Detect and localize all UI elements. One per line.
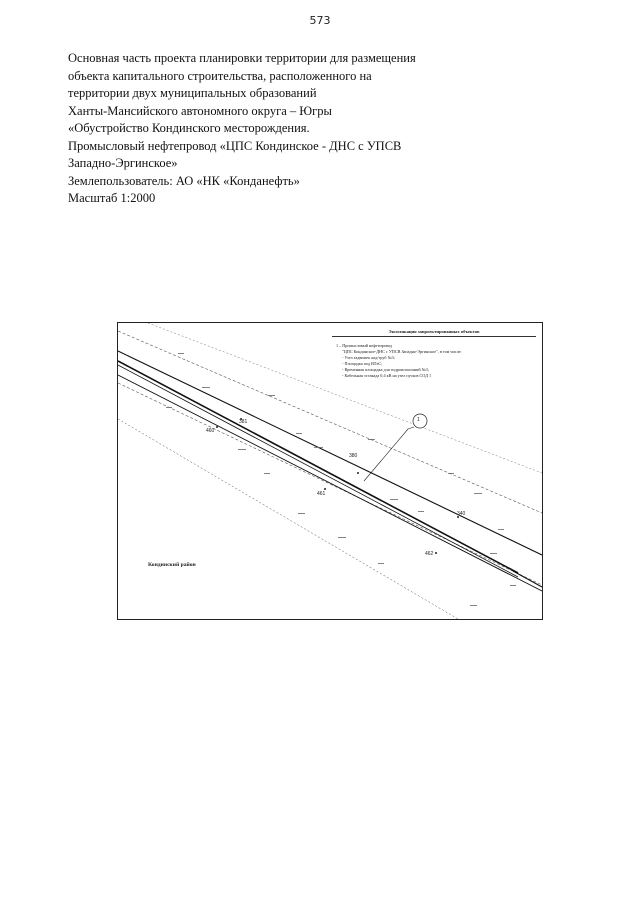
point-label: 462 (425, 551, 434, 557)
boundary-line (118, 419, 458, 619)
legend-item: - Узел задвижек кад/труб №3; (342, 355, 395, 360)
planning-map (117, 322, 543, 620)
title-line: Западно-Эргинское» (68, 156, 178, 170)
legend-item: 1 – Промысловый нефтепровод (336, 343, 393, 348)
legend (332, 329, 536, 403)
point-label: 381 (239, 419, 248, 425)
point-label: 380 (349, 453, 358, 459)
point-label: 460 (206, 428, 215, 434)
scale-line: Масштаб 1:2000 (68, 191, 156, 205)
title-line: территории двух муниципальных образований (68, 86, 317, 100)
corridor-line (118, 375, 542, 591)
point-marker (357, 472, 359, 474)
page-number: 573 (309, 14, 331, 27)
title-line: объекта капитального строительства, расположенного на (68, 68, 372, 83)
callout-number: 1 (417, 417, 420, 423)
document-title-block (68, 50, 508, 208)
point-marker (216, 426, 218, 428)
title-line: Промысловый нефтепровод «ЦПС Кондинское - ДНС с УПСВ (68, 138, 402, 153)
title-line: Ханты-Мансийского автономного округа – Югры (68, 103, 332, 118)
corridor-end (513, 571, 542, 587)
callout-circle (413, 414, 427, 428)
legend-title: Экспликация запроектированных объектов (332, 329, 536, 337)
district-label: Кондинский район (148, 562, 196, 568)
title-line: «Обустройство Кондинского месторождения. (68, 121, 310, 135)
title-line: Основная часть проекта планировки территории для размещения (68, 51, 416, 65)
legend-item: - Временная площадка для гидроиспытаний №3; (342, 367, 429, 372)
point-label: 340 (457, 511, 466, 517)
point-label: 461 (317, 491, 326, 497)
point-marker (435, 552, 437, 554)
boundary-line (118, 383, 542, 585)
legend-item: "ЦПС Кондинское-ДНС с УПСВ Западно-Эргинское", в том числе: (342, 349, 462, 354)
land-user-line: Землепользователь: АО «НК «Конданефть» (68, 173, 300, 188)
point-marker (324, 488, 326, 490)
legend-item: - Площадка под ВЛэС; (342, 361, 383, 366)
legend-item: - Кабельная эстакада 0,4 кВ на узел пусков СОД 1 (342, 373, 432, 378)
